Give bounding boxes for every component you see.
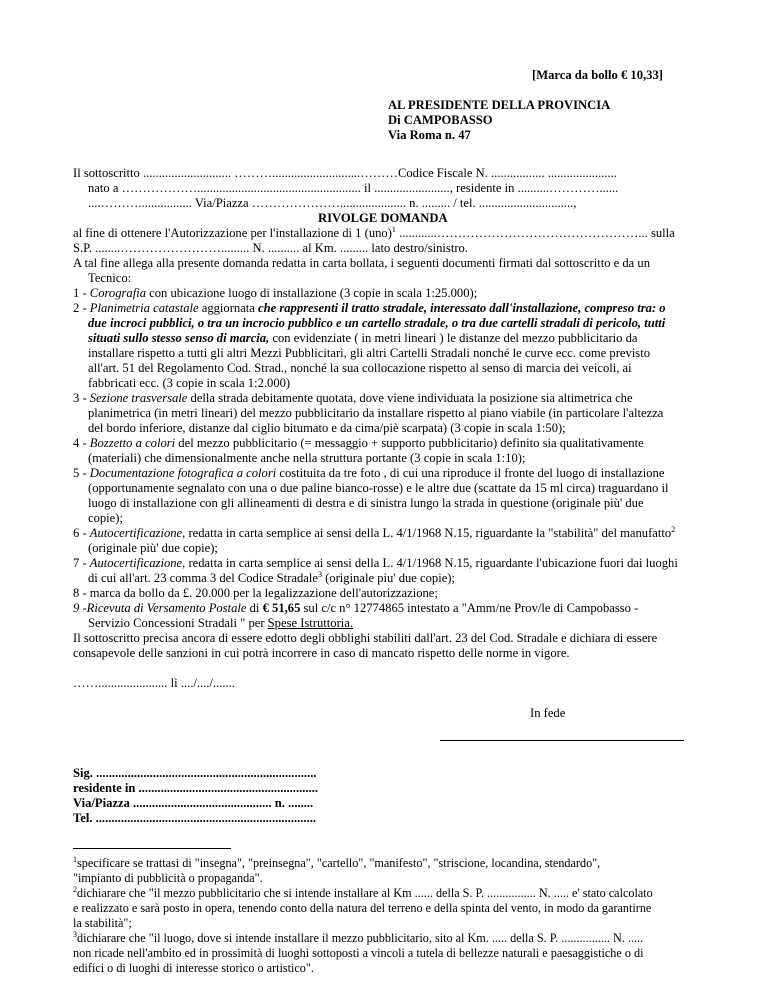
footnote-1-line-1: $^1$specificare se trattasi di "insegna", "preinsegna", "cartello", "manifesto", "striscione, locandina, stendardo", [73,854,601,870]
signature-address: Via/Piazza ............................................ n. ........ [73,796,314,810]
item-4-line-1: 4 - Bozzetto a colori del mezzo pubblicitario (= messaggio + supporto pubblicitario) definito sia qualitativamente [73,436,644,450]
item-6-line-1: 6 - Autocertificazione, redatta in carta semplice ai sensi della L. 4/1/1968 N.15, riguardante la "stabilità" del manufatto$^2$ [73,524,676,540]
item-2-line-1: 2 - Planimetria catastale aggiornata che rappresenti il tratto stradale, interessato dall'installazione, compreso tra: o [73,301,666,315]
footnote-ref-3: 3 [317,569,322,579]
footnote-2-line-1: $^2$dichiarare che "il mezzo pubblicitario che si intende installare al Km ...... della S. P. ................ N. ..... e' stato calcolato [73,884,653,900]
attachments-intro-2: Tecnico: [88,271,132,285]
footnote-2-line-2: e realizzato e sarà posto in opera, tenendo conto della natura del terreno e della spinta del vento, in modo da garantirne [73,901,652,915]
item-7-line-2: di cui all'art. 23 comma 3 del Codice Stradale$^3$ (originale piu' due copie); [88,569,455,585]
item-4-line-2: (materiali) che dimensionalmente anche nella struttura portante (3 copie in scala 1:10); [88,451,526,465]
applicant-name-line: Il sottoscritto ............................ ………............................………Codice Fiscale N. ................. ...................... [73,166,617,180]
item-2-line-2: due incroci pubblici, o tra un incrocio pubblico e un cartello stradale, o tra due cartelli stradali di pericolo, tutti [88,316,666,330]
item-8-stamp-duty: 8 - marca da bollo da £. 20.000 per la legalizzazione dell'autorizzazione; [73,586,438,600]
item-2-line-4: installare rispetto a tutti gli altri Mezzi Pubblicitari, gli altri Cartelli Stradali nonché le curve ecc. come previsto [88,346,650,360]
item-3-line-2: planimetrica (in metri lineari) del mezzo pubblicitario da installare rispetto al piano viabile (in particolare l'altezza [88,406,664,420]
footnote-ref-2: 2 [671,524,676,534]
purpose-text: al fine di ottenere l'Autorizzazione per l'installazione di 1 (uno) [73,226,392,240]
addressee-line-1: AL PRESIDENTE DELLA PROVINCIA [388,98,611,112]
footnote-separator [73,848,231,849]
item-6-line-2: (originale più' due copie); [88,541,218,555]
item-2-line-6: fabbricati ecc. (3 copie in scala 1:2.000) [88,376,291,390]
item-5-line-1: 5 - Documentazione fotografica a colori costituita da tre foto , di cui una riproduce il fronte del luogo di installazione [73,466,665,480]
footnote-2-line-3: la stabilità"; [73,916,132,930]
in-fede-label: In fede [530,706,566,720]
signature-residence: residente in ......................................................... [73,781,318,795]
item-5-line-3: luogo di installazione con gli allineamenti di destra e di sinistra lungo la strada in questione (originale più' due [88,496,644,510]
purpose-dots: ............…………………………………………... sulla [395,226,675,240]
item-2-line-5: all'art. 51 del Regolamento Cod. Strad., nonché la sua collocazione rispetto al senso di marcia dei veicoli, ai [88,361,632,375]
footnote-1-line-2: "impianto di pubblicità o propaganda". [73,871,263,885]
item-3-line-3: del bordo inferiore, distanze dal ciglio bitumato e da cima/piè scarpata) (3 copie in scala 1:50); [88,421,566,435]
footnote-ref-1: 1 [391,224,396,234]
item-7-line-1: 7 - Autocertificazione, redatta in carta semplice ai sensi della L. 4/1/1968 N.15, riguardante l'ubicazione fuori dai luoghi [73,556,678,570]
addressee-line-3: Via Roma n. 47 [388,128,471,142]
request-heading: RIVOLGE DOMANDA [318,211,448,225]
item-9-line-1: 9 -Ricevuta di Versamento Postale di € 51,65 sul c/c n° 12774865 intestato a "Amm/ne Prov/le di Campobasso - [73,601,639,615]
signature-line [440,740,684,741]
footnote-3-line-1: $^3$dichiarare che "il luogo, dove si intende installare il mezzo pubblicitario, sito al Km. ..... della S. P. ................ N. ..... [73,929,644,945]
item-3-line-1: 3 - Sezione trasversale della strada debitamente quotata, dove viene individuata la posizione sia altimetrica che [73,391,633,405]
purpose-line [73,226,675,241]
item-1-chorography: 1 - Corografia con ubicazione luogo di installazione (3 copie in scala 1:25.000); [73,286,478,300]
addressee-line-2: Di CAMPOBASSO [388,113,493,127]
footnote-3-line-3: edifici o di luoghi di interesse storico o artistico". [73,961,314,975]
item-5-line-4: copie); [88,511,123,525]
item-5-line-2: (opportunamente segnalato con una o due paline bianco-rosse) e le altre due (scattate da 15 ml circa) traguardano il [88,481,669,495]
signature-name: Sig. ...................................................................... [73,766,317,780]
stamp-duty-note: [Marca da bollo € 10,33] [532,68,663,82]
item-9-line-2: Servizio Concessioni Stradali " per Spese Istruttoria. [88,616,354,630]
birth-residence-line: nato a ……………….................................................... il ........................, residente in ..........…………...... [88,181,619,195]
item-2-line-3: situati sullo stesso senso di marcia, con evidenziate ( in metri lineari ) le distanze del mezzo pubblicitario da [88,331,638,345]
attachments-intro-1: A tal fine allega alla presente domanda redatta in carta bollata, i seguenti documenti firmati dal sottoscritto e da un [73,256,651,270]
obligations-line-2: consapevole delle sanzioni in cui potrà incorrere in caso di mancato rispetto delle norme in vigore. [73,646,570,660]
address-phone-line: ....………................. Via/Piazza …………………..................... n. ......... / tel. .............................., [88,196,577,210]
signature-phone: Tel. ...................................................................... [73,811,317,825]
road-location-line: S.P. ........……………………......... N. .......... al Km. ......... lato destro/sinistro. [73,241,468,255]
place-date-line: ……...................... lì ..../..../....... [73,676,235,690]
obligations-line-1: Il sottoscritto precisa ancora di essere edotto degli obblighi stabiliti dall'art. 23 del Cod. Stradale e dichiara di essere [73,631,658,645]
footnote-3-line-2: non ricade nell'ambito ed in prossimità di luoghi sottoposti a vincoli a tutela di bellezze naturali e paesaggistiche o di [73,946,644,960]
